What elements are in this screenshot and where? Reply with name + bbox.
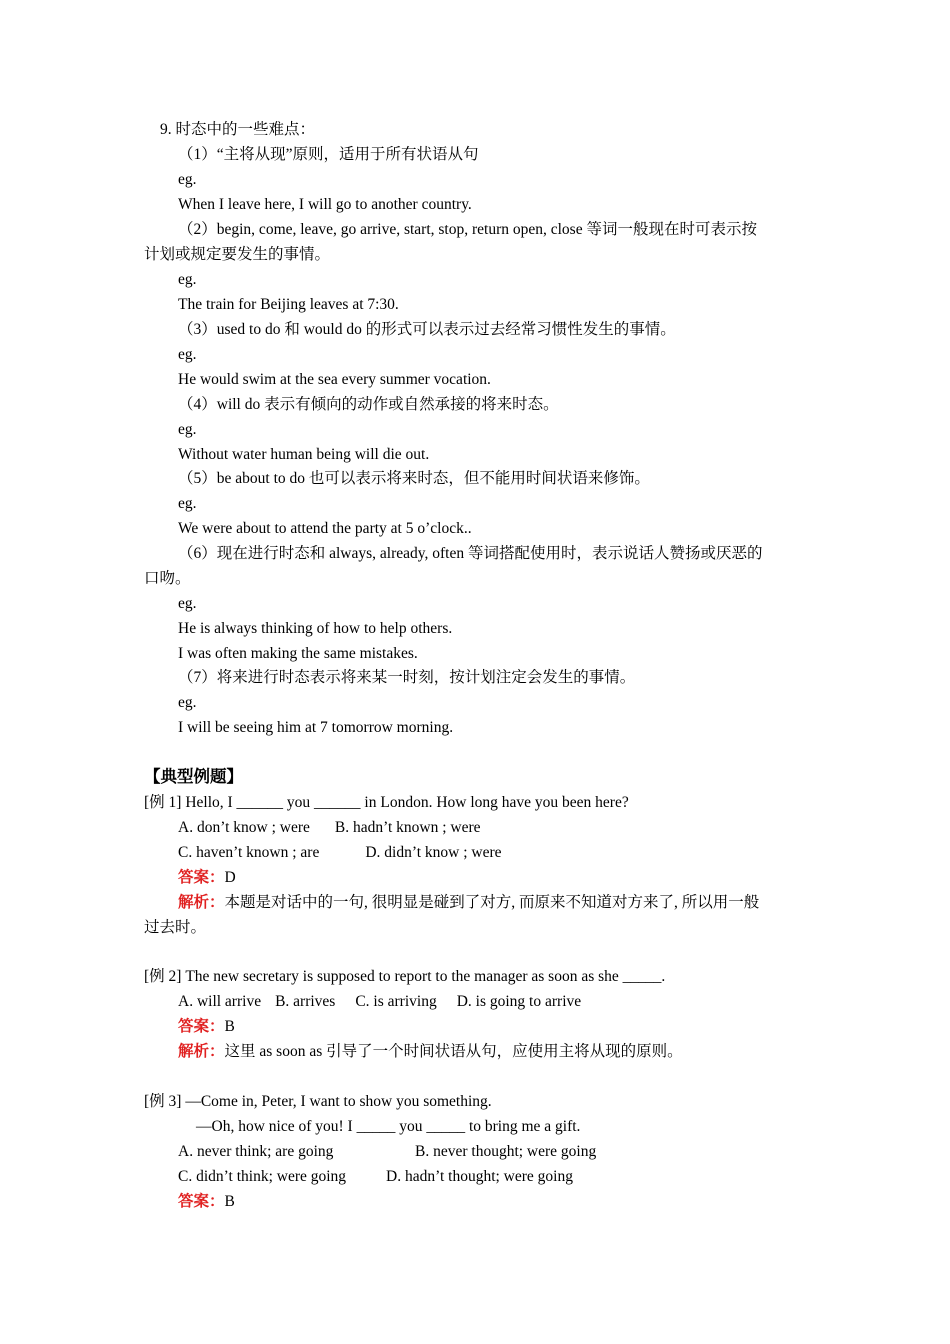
example-3-answer — [178, 1192, 235, 1212]
answer-value: B — [224, 1018, 235, 1035]
example-2-answer — [178, 1017, 235, 1037]
example-1-analysis-line-2: 过去时。 — [144, 919, 207, 936]
example-1-question: [例 1] Hello, I ______ you ______ in London. How long have you been here? — [144, 794, 629, 811]
answer-label: 答案： — [178, 1018, 225, 1035]
point-5-example: We were about to attend the party at 5 o’clock.. — [178, 520, 472, 537]
option-a: A. never think; are going — [178, 1143, 334, 1160]
point-6-example-1: He is always thinking of how to help others. — [178, 620, 453, 637]
eg-label: eg. — [178, 346, 197, 363]
analysis-label: 解析： — [178, 1043, 225, 1060]
example-2-analysis — [178, 1042, 683, 1062]
eg-label: eg. — [178, 595, 197, 612]
eg-label: eg. — [178, 271, 197, 288]
example-3-options-row-1 — [178, 1142, 596, 1162]
option-d: D. hadn’t thought; were going — [386, 1168, 573, 1185]
point-7-example: I will be seeing him at 7 tomorrow morning. — [178, 719, 454, 736]
option-d: D. is going to arrive — [456, 993, 582, 1010]
option-c: C. haven’t known ; are — [178, 844, 320, 861]
example-1-answer — [178, 868, 236, 888]
point-1-example: When I leave here, I will go to another country. — [178, 196, 472, 213]
point-2-line-1: （2）begin, come, leave, go arrive, start, stop, return open, close 等词一般现在时可表示按 — [178, 221, 757, 238]
point-2-line-2: 计划或规定要发生的事情。 — [144, 246, 331, 263]
point-6-line-1: （6）现在进行时态和 always, already, often 等词搭配使用时，表示说话人赞扬或厌恶的 — [178, 545, 763, 562]
example-2-options — [178, 992, 581, 1012]
eg-label: eg. — [178, 495, 197, 512]
example-2-question: [例 2] The new secretary is supposed to report to the manager as soon as she _____. — [144, 968, 666, 985]
point-1: （1）“主将从现”原则，适用于所有状语从句 — [178, 146, 479, 163]
analysis-text: 本题是对话中的一句, 很明显是碰到了对方, 而原来不知道对方来了, 所以用一般 — [224, 894, 760, 911]
point-4: （4）will do 表示有倾向的动作或自然承接的将来时态。 — [178, 396, 559, 413]
option-a: A. will arrive — [178, 993, 262, 1010]
option-c: C. is arriving — [355, 993, 437, 1010]
example-1-analysis-line-1 — [178, 893, 759, 913]
answer-label: 答案： — [178, 869, 225, 886]
analysis-label: 解析： — [178, 894, 225, 911]
point-6-example-2: I was often making the same mistakes. — [178, 645, 418, 662]
option-a: A. don’t know ; were — [178, 819, 310, 836]
point-3: （3）used to do 和 would do 的形式可以表示过去经常习惯性发生的事情。 — [178, 321, 676, 338]
option-c: C. didn’t think; were going — [178, 1168, 347, 1185]
eg-label: eg. — [178, 171, 197, 188]
eg-label: eg. — [178, 421, 197, 438]
example-3-question-line-1: [例 3] —Come in, Peter, I want to show you something. — [144, 1093, 492, 1110]
answer-value: D — [224, 869, 236, 886]
example-1-options-row-2 — [178, 843, 502, 863]
point-3-example: He would swim at the sea every summer vocation. — [178, 371, 491, 388]
analysis-text: 这里 as soon as 引导了一个时间状语从句，应使用主将从现的原则。 — [224, 1043, 683, 1060]
point-4-example: Without water human being will die out. — [178, 446, 430, 463]
answer-value: B — [224, 1193, 235, 1210]
point-2-example: The train for Beijing leaves at 7:30. — [178, 296, 399, 313]
answer-label: 答案： — [178, 1193, 225, 1210]
option-b: B. hadn’t known ; were — [334, 819, 481, 836]
examples-title: 【典型例题】 — [144, 767, 243, 786]
eg-label: eg. — [178, 694, 197, 711]
option-d: D. didn’t know ; were — [365, 844, 502, 861]
point-5: （5）be about to do 也可以表示将来时态，但不能用时间状语来修饰。 — [178, 470, 650, 487]
section-heading: 9. 时态中的一些难点： — [160, 121, 316, 138]
point-7: （7）将来进行时态表示将来某一时刻，按计划注定会发生的事情。 — [178, 669, 636, 686]
example-3-question-line-2: —Oh, how nice of you! I _____ you _____ to bring me a gift. — [196, 1118, 581, 1135]
example-3-options-row-2 — [178, 1167, 573, 1187]
example-1-options-row-1 — [178, 818, 481, 838]
option-b: B. never thought; were going — [415, 1143, 597, 1160]
point-6-line-2: 口吻。 — [144, 570, 191, 587]
option-b: B. arrives — [275, 993, 336, 1010]
